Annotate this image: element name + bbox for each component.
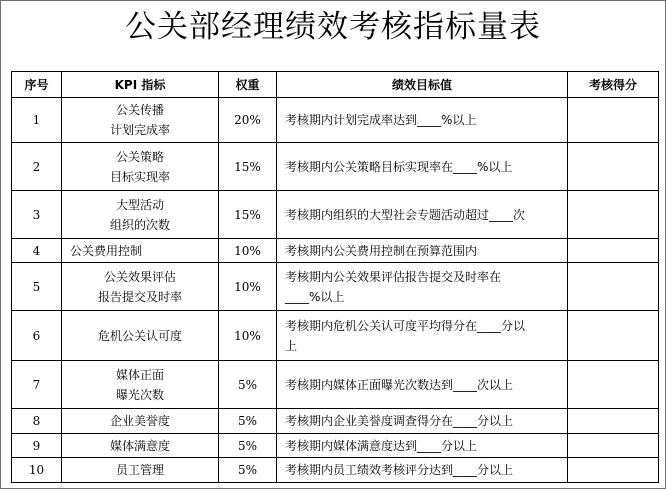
row-seq: 5 xyxy=(12,263,62,311)
target-line: 考核期内组织的大型社会专题活动超过____次 xyxy=(285,207,526,222)
row-seq: 2 xyxy=(12,143,62,191)
table-row xyxy=(12,98,659,143)
header-seq: 序号 xyxy=(12,72,62,98)
row-target xyxy=(277,191,568,239)
table-row xyxy=(12,361,659,409)
target-line: 考核期内公关效果评估报告提交及时率在 xyxy=(285,269,502,284)
row-weight: 10% xyxy=(219,263,277,311)
row-weight: 10% xyxy=(219,239,277,263)
row-target xyxy=(277,98,568,143)
row-score xyxy=(568,434,659,458)
header-score: 考核得分 xyxy=(568,72,659,98)
kpi-line: 媒体满意度 xyxy=(109,438,170,453)
kpi-line: 组织的次数 xyxy=(109,217,170,232)
table-row xyxy=(12,409,659,434)
kpi-table xyxy=(11,71,659,483)
row-target xyxy=(277,239,568,263)
target-line: 考核期内计划完成率达到____%以上 xyxy=(285,113,477,127)
kpi-line: 公关策略 xyxy=(115,149,164,164)
row-weight: 15% xyxy=(219,191,277,239)
header-weight: 权重 xyxy=(219,72,277,98)
row-score xyxy=(568,143,659,191)
row-kpi xyxy=(62,143,219,191)
row-score xyxy=(568,458,659,483)
row-seq: 4 xyxy=(12,239,62,263)
row-target xyxy=(277,458,568,483)
kpi-line: 计划完成率 xyxy=(109,123,170,137)
row-seq: 9 xyxy=(12,434,62,458)
kpi-line: 公关费用控制 xyxy=(70,243,143,258)
header-target: 绩效目标值 xyxy=(277,72,568,98)
row-kpi xyxy=(62,311,219,361)
target-line: 上 xyxy=(285,338,298,353)
kpi-line: 公关传播 xyxy=(115,103,164,117)
kpi-line: 大型活动 xyxy=(115,197,164,212)
row-score xyxy=(568,361,659,409)
target-line: 考核期内企业美誉度调查得分在____分以上 xyxy=(285,414,514,428)
kpi-line: 报告提交及时率 xyxy=(97,289,182,304)
row-weight: 5% xyxy=(219,458,277,483)
row-score xyxy=(568,311,659,361)
row-seq: 6 xyxy=(12,311,62,361)
kpi-line: 媒体正面 xyxy=(115,367,164,382)
row-weight: 15% xyxy=(219,143,277,191)
target-line: 考核期内媒体满意度达到____分以上 xyxy=(285,438,478,453)
row-kpi xyxy=(62,409,219,434)
header-kpi: KPI 指标 xyxy=(62,72,219,98)
row-target xyxy=(277,434,568,458)
kpi-line: 公关效果评估 xyxy=(103,269,176,284)
target-line: 考核期内媒体正面曝光次数达到____次以上 xyxy=(285,377,514,392)
row-kpi xyxy=(62,191,219,239)
kpi-line: 员工管理 xyxy=(115,463,164,477)
row-weight: 20% xyxy=(219,98,277,143)
kpi-line: 目标实现率 xyxy=(109,169,170,184)
row-weight: 5% xyxy=(219,409,277,434)
row-seq: 3 xyxy=(12,191,62,239)
table-row xyxy=(12,311,659,361)
table-row xyxy=(12,434,659,458)
row-kpi xyxy=(62,239,219,263)
target-line: 考核期内公关策略目标实现率在____%以上 xyxy=(285,159,513,174)
target-line: 考核期内危机公关认可度平均得分在____分以 xyxy=(285,318,526,333)
row-seq: 10 xyxy=(12,458,62,483)
row-seq: 8 xyxy=(12,409,62,434)
document-title: 公关部经理绩效考核指标量表 xyxy=(125,9,541,45)
row-weight: 5% xyxy=(219,434,277,458)
table-header-row xyxy=(12,72,659,98)
row-target xyxy=(277,409,568,434)
target-line: 考核期内公关费用控制在预算范围内 xyxy=(285,243,478,258)
row-target xyxy=(277,311,568,361)
row-kpi xyxy=(62,263,219,311)
row-target xyxy=(277,143,568,191)
table-row xyxy=(12,143,659,191)
row-target xyxy=(277,263,568,311)
table-row xyxy=(12,263,659,311)
row-kpi xyxy=(62,361,219,409)
row-kpi xyxy=(62,98,219,143)
row-weight: 5% xyxy=(219,361,277,409)
kpi-line: 曝光次数 xyxy=(115,387,164,402)
row-seq: 1 xyxy=(12,98,62,143)
row-kpi xyxy=(62,458,219,483)
row-target xyxy=(277,361,568,409)
target-line: ____%以上 xyxy=(285,289,345,304)
row-kpi xyxy=(62,434,219,458)
table-row xyxy=(12,191,659,239)
row-score xyxy=(568,98,659,143)
kpi-line: 企业美誉度 xyxy=(109,414,170,428)
row-score xyxy=(568,263,659,311)
row-score xyxy=(568,191,659,239)
row-seq: 7 xyxy=(12,361,62,409)
row-score xyxy=(568,409,659,434)
table-row xyxy=(12,239,659,263)
row-weight: 10% xyxy=(219,311,277,361)
table-row xyxy=(12,458,659,483)
target-line: 考核期内员工绩效考核评分达到____分以上 xyxy=(285,463,514,477)
row-score xyxy=(568,239,659,263)
kpi-line: 危机公关认可度 xyxy=(97,328,182,343)
